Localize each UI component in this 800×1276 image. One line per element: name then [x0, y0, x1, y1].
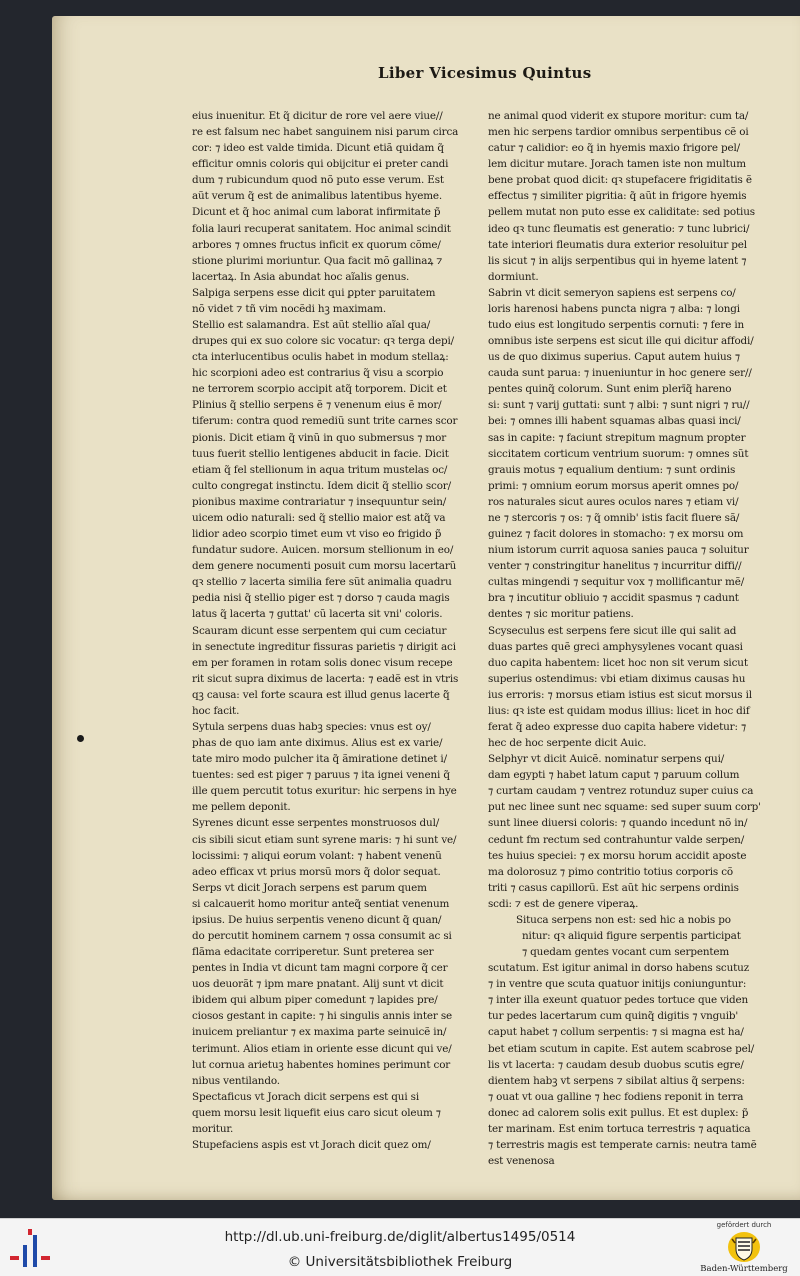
- text-line: ma dolorosuz ⁊ pimo contritio totius corporis cõ: [488, 865, 734, 878]
- text-line: hec de hoc serpente dicit Auic.: [488, 737, 647, 750]
- text-line: re est falsum nec habet sanguinem nisi parum circa: [192, 126, 459, 139]
- text-line: caput habet ⁊ collum serpentis: ⁊ si magna est ha/: [488, 1026, 744, 1039]
- text-line: nibus ventilando.: [192, 1074, 280, 1087]
- text-line: terimunt. Alios etiam in oriente esse dicunt qui ve/: [192, 1042, 452, 1055]
- text-line: nõ videt ⁊ tñ vim nocẽdi hꝫ maximam.: [192, 302, 387, 315]
- text-line: ⁊ in ventre que scuta quatuor initijs coniunguntur:: [488, 978, 747, 991]
- text-line: lem dicitur mutare. Jorach tamen iste non multum: [488, 158, 746, 171]
- page-url-link[interactable]: http://dl.ub.uni-freiburg.de/diglit/albertus1495/0514: [224, 1229, 576, 1245]
- running-head: Liber Vicesimus Quintus: [378, 64, 592, 82]
- text-line: stione plurimi moriuntur. Qua facit mõ gallinaꝝ ⁊: [192, 254, 443, 267]
- text-line: superius ostendimus: vbi etiam diximus causas hu: [488, 672, 746, 685]
- text-line: sas in capite: ⁊ faciunt strepitum magnum propter: [488, 431, 746, 444]
- text-line: qꝫ causa: vel forte scaura est illud genus lacerte q̃̃: [192, 688, 450, 701]
- text-line: ter marinam. Est enim tortuca terrestris ⁊ aquatica: [488, 1122, 751, 1135]
- text-line: Scyseculus est serpens fere sicut ille qui salit ad: [488, 624, 737, 637]
- text-line: nitur: qꝛ aliquid figure serpentis participat: [522, 929, 741, 942]
- text-line: tate miro modo pulcher ita q̃ ãmiratione detinet i/: [192, 753, 447, 766]
- margin-mark: [77, 735, 84, 742]
- text-line: ipsius. De huius serpentis veneno dicunt q̃ quan/: [192, 913, 442, 926]
- text-line: ciosos gestant in capite: ⁊ hi singulis annis inter se: [192, 1010, 453, 1023]
- text-line: pentes quinq̃ colorum. Sunt enim plerīq̃ hareno: [488, 383, 732, 396]
- text-line: quem morsu lesit liquefit eius caro sicut oleum ⁊: [192, 1106, 441, 1119]
- sponsor-label: gefördert durch: [716, 1221, 772, 1229]
- text-line: pedia nisi q̃ stellio piger est ⁊ dorso ⁊ cauda magis: [192, 592, 450, 605]
- text-column-right: [488, 108, 770, 1169]
- text-line: pellem mutat non puto esse ex caliditate: sed potius: [488, 206, 755, 219]
- text-line: men hic serpens tardior omnibus serpentibus cẽ oi: [488, 126, 749, 139]
- text-line: latus q̃ lacerta ⁊ guttat' cũ lacerta sit vni' coloris.: [192, 608, 443, 621]
- text-line: ille quem percutit totus exuritur: hic serpens in hye: [192, 785, 457, 798]
- text-line: tiferum: contra quod remediũ sunt trite carnes scor: [192, 415, 458, 428]
- text-line: scutatum. Est igitur animal in dorso habens scutuz: [488, 962, 750, 975]
- text-line: Serps vt dicit Jorach serpens est parum quem: [192, 881, 427, 894]
- text-line: Stupefaciens aspis est vt Jorach dicit quez om/: [192, 1139, 431, 1151]
- text-line: hic scorpioni adeo est contrarius q̃ visu a scorpio: [192, 367, 444, 380]
- text-line: cultas mingendi ⁊ sequitur vox ⁊ mollificantur mẽ/: [488, 576, 745, 589]
- text-line: sunt linee diuersi coloris: ⁊ quando incedunt nõ in/: [488, 817, 748, 830]
- text-line: adeo efficax vt prius morsũ mors q̃ dolor sequat.: [192, 865, 441, 878]
- text-line: tuentes: sed est piger ⁊ paruus ⁊ ita ignei veneni q̃: [192, 769, 450, 782]
- text-line: duo capita habentem: licet hoc non sit verum sicut: [488, 656, 748, 669]
- text-line: ius erroris: ⁊ morsus etiam istius est sicut morsus il: [488, 688, 752, 701]
- text-line: ⁊ quedam gentes vocant cum serpentem: [522, 946, 730, 959]
- text-line: fundatur sudore. Auicen. morsum stellionum in eo/: [192, 544, 454, 557]
- text-line: duas partes quẽ greci amphysylenes vocant quasi: [488, 640, 743, 653]
- text-line: Plinius q̃ stellio serpens ẽ ⁊ venenum eius ẽ mor/: [192, 399, 442, 412]
- text-line: put nec linee sunt nec squame: sed super suum corp': [488, 801, 761, 814]
- text-line: cedunt fm rectum sed contrahuntur valde serpen/: [488, 833, 745, 846]
- text-line: in senectute ingreditur fissuras parietis ⁊ dirigit aci: [192, 640, 456, 653]
- text-line: pionibus maxime contrariatur ⁊ insequuntur sein/: [192, 495, 447, 508]
- text-line: lidior adeo scorpio timet eum vt viso eo frigido p̃: [192, 528, 442, 541]
- text-line: cis sibili sicut etiam sunt syrene maris: ⁊ hi sunt ve/: [192, 833, 457, 846]
- text-line: tate interiori fleumatis dura exterior resoluitur pel: [488, 238, 747, 251]
- text-line: em per foramen in rotam solis donec visum recepe: [192, 656, 453, 669]
- text-line: aũt verum q̃ est de animalibus latentibus hyeme.: [192, 190, 443, 203]
- text-line: dientem habꝫ vt serpens ⁊ sibilat altius q̃ serpens:: [488, 1074, 745, 1087]
- text-line: uicem odio naturali: sed q̃ stellio maior est atq̃ va: [192, 511, 446, 524]
- text-line: Dicunt et q̃ hoc animal cum laborat infirmitate p̃: [192, 206, 441, 219]
- footer-bar: [0, 1218, 800, 1276]
- text-line: cauda sunt parua: ⁊ inueniuntur in hoc genere ser//: [488, 367, 752, 380]
- text-line: culto congregat instinctu. Idem dicit q̃ stellio scor/: [192, 479, 451, 492]
- text-line: ⁊ curtam caudam ⁊ ventrez rotunduz super cuius ca: [488, 785, 754, 798]
- text-line: Sabrin vt dicit semeryon sapiens est serpens co/: [488, 286, 736, 299]
- text-line: phas de quo iam ante diximus. Alius est ex varie/: [192, 737, 443, 750]
- text-line: venter ⁊ constringitur hanelitus ⁊ incurritur diffi//: [488, 560, 742, 573]
- text-line: catur ⁊ calidior: eo q̃ in hyemis maxio frigore pel/: [488, 142, 741, 155]
- text-line: cta interlucentibus oculis habet in modum stellaꝝ:: [192, 351, 449, 364]
- text-line: Selphyr vt dicit Auicẽ. nominatur serpens qui/: [488, 753, 725, 766]
- text-line: moritur.: [192, 1122, 234, 1135]
- text-line: drupes qui ex suo colore sic vocatur: qꝛ terga depi/: [192, 335, 455, 348]
- sponsor-block[interactable]: [690, 1221, 798, 1275]
- text-line: Stellio est salamandra. Est aũt stellio aĩal qua/: [192, 319, 431, 332]
- text-line: Scauram dicunt esse serpentem qui cum ceciatur: [192, 624, 447, 637]
- text-line: Spectaficus vt Jorach dicit serpens est qui si: [192, 1090, 420, 1103]
- text-line: lis sicut ⁊ in alijs serpentibus qui in hyeme latent ⁊: [488, 254, 747, 267]
- text-line: tur pedes lacertarum cum quinq̃ digitis ⁊ vnguib': [488, 1010, 739, 1023]
- text-column-left: [192, 108, 478, 1153]
- text-line: bene probat quod dicit: qꝛ stupefacere frigiditatis ẽ: [488, 174, 752, 187]
- text-line: bei: ⁊ omnes illi habent squamas albas quasi inci/: [488, 415, 741, 428]
- text-line: inuicem preliantur ⁊ ex maxima parte seinuicẽ in/: [192, 1026, 447, 1039]
- text-line: etiam q̃ fel stellionum in aqua tritum mustelas oc/: [192, 463, 448, 476]
- text-line: tuus fuerit stellio lentigenes abducit in facie. Dicit: [192, 447, 449, 460]
- text-line: si: sunt ⁊ varij guttati: sunt ⁊ albi: ⁊ sunt nigri ⁊ ru//: [488, 399, 750, 412]
- text-line: ferat q̃ adeo expresse duo capita habere videtur: ⁊: [488, 720, 747, 733]
- text-line: ne terrorem scorpio accipit atq̃ torporem. Dicit et: [192, 383, 447, 396]
- text-line: do percutit hominem carnem ⁊ ossa consumit ac si: [192, 929, 452, 942]
- text-line: cor: ⁊ ideo est valde timida. Dicunt etiã quidam q̃: [192, 142, 444, 155]
- text-line: lacertaꝝ. In Asia abundat hoc aĩalis genus.: [192, 270, 410, 283]
- text-line: bra ⁊ incutitur obliuio ⁊ accidit spasmus ⁊ cadunt: [488, 592, 739, 605]
- text-line: hoc facit.: [192, 704, 240, 717]
- text-line: locissimi: ⁊ aliqui eorum volant: ⁊ habent venenũ: [192, 849, 442, 862]
- text-line: scdi: ⁊ est de genere viperaꝝ.: [488, 897, 639, 910]
- text-line: loris harenosi habens puncta nigra ⁊ alba: ⁊ longi: [488, 302, 740, 315]
- text-line: si calcauerit homo moritur anteq̃ sentiat venenum: [192, 897, 450, 910]
- text-line: triti ⁊ casus capillorũ. Est aũt hic serpens ordinis: [488, 881, 739, 894]
- text-line: bet etiam scutum in capite. Est autem scabrose pel/: [488, 1042, 755, 1055]
- text-line: ros naturales sicut aures oculos nares ⁊ etiam vi/: [488, 495, 739, 508]
- text-line: guinez ⁊ facit dolores in stomacho: ⁊ ex morsu om: [488, 528, 744, 541]
- text-line: ibidem qui album piper comedunt ⁊ lapides pre/: [192, 994, 438, 1007]
- text-line: donec ad calorem solis exit pullus. Et est duplex: p̃: [488, 1106, 749, 1119]
- text-line: lut cornua arietuꝫ habentes homines perimunt cor: [192, 1058, 451, 1071]
- text-line: dum ⁊ rubicundum quod nõ puto esse verum. Est: [192, 174, 444, 187]
- copyright-notice: © Universitätsbibliothek Freiburg: [287, 1254, 513, 1270]
- text-line: me pellem deponit.: [192, 801, 291, 814]
- text-line: Sytula serpens duas habꝫ species: vnus est oy/: [192, 720, 431, 733]
- text-line: qꝛ stellio ⁊ lacerta similia fere sũt animalia quadru: [192, 576, 452, 589]
- text-line: dormiunt.: [488, 270, 539, 283]
- text-line: Salpiga serpens esse dicit qui ꝑpter paruitatem: [192, 286, 436, 299]
- text-line: lis vt lacerta: ⁊ caudam desub duobus scutis egre/: [488, 1058, 744, 1071]
- text-line: efficitur omnis coloris qui obijcitur ei preter candi: [192, 158, 449, 171]
- text-line: eius inuenitur. Et q̃ dicitur de rore vel aere viue//: [192, 110, 443, 122]
- text-line: flãma edacitate corriperetur. Sunt preterea ser: [192, 946, 434, 959]
- text-line: dem genere nocumenti posuit cum morsu lacertarũ: [192, 560, 457, 573]
- text-line: ⁊ inter illa exeunt quatuor pedes tortuce que viden: [488, 994, 749, 1007]
- text-line: omnibus iste serpens est sicut ille qui dicitur affodi/: [488, 335, 754, 348]
- text-line: ne ⁊ stercoris ⁊ os: ⁊ q̃ omnib' istis facit fluere sã/: [488, 511, 740, 524]
- text-line: folia lauri recuperat sanitatem. Hoc animal scindit: [192, 222, 451, 235]
- text-line: ⁊ terrestris magis est temperate carnis: neutra tamẽ: [488, 1139, 757, 1151]
- text-line: arbores ⁊ omnes fructus inficit ex quorum cõme/: [192, 238, 441, 251]
- text-line: pionis. Dicit etiam q̃ vinũ in quo submersus ⁊ mor: [192, 431, 447, 444]
- text-line: dam egypti ⁊ habet latum caput ⁊ paruum collum: [488, 769, 740, 782]
- text-line: dentes ⁊ sic moritur patiens.: [488, 608, 634, 621]
- text-line: tudo eius est longitudo serpentis cornuti: ⁊ fere in: [488, 319, 745, 332]
- text-line: nium istorum currit aquosa sanies pauca ⁊ soluitur: [488, 544, 749, 557]
- text-line: us de quo diximus superius. Caput autem huius ⁊: [488, 351, 740, 364]
- baden-wuerttemberg-coat-of-arms-icon: [727, 1231, 761, 1263]
- text-line: effectus ⁊ similiter pigritia: q̃ aũt in frigore hyemis: [488, 190, 747, 203]
- text-line: pentes in India vt dicunt tam magni corpore q̃ cer: [192, 962, 448, 975]
- text-line: ne animal quod viderit ex stupore moritur: cum ta/: [488, 110, 749, 122]
- text-line: uos deuorãt ⁊ ipm mare pnatant. Alij sunt vt dicit: [192, 978, 444, 991]
- text-line: tes huius speciei: ⁊ ex morsu horum accidit aposte: [488, 849, 747, 862]
- text-line: grauis motus ⁊ equalium dentium: ⁊ sunt ordinis: [488, 463, 736, 476]
- text-line: ⁊ ouat vt oua galline ⁊ hec fodiens reponit in terra: [488, 1090, 744, 1103]
- text-line: rit sicut supra diximus de lacerta: ⁊ eadẽ est in vtris: [192, 672, 459, 685]
- text-line: Syrenes dicunt esse serpentes monstruosos dul/: [192, 817, 440, 830]
- text-line: primi: ⁊ omnium eorum morsus aperit omnes po/: [488, 479, 739, 492]
- text-line: ideo qꝛ tunc fleumatis est generatio: ⁊ tunc lubrici/: [488, 222, 750, 235]
- text-line: lius: qꝛ iste est quidam modus illius: licet in hoc dif: [488, 704, 750, 717]
- text-line: Situca serpens non est: sed hic a nobis po: [516, 913, 731, 926]
- text-line: est venenosa: [488, 1155, 555, 1168]
- text-line: siccitatem corticum ventrium suorum: ⁊ omnes sũt: [488, 447, 749, 460]
- sponsor-name: Baden-Württemberg: [700, 1264, 788, 1274]
